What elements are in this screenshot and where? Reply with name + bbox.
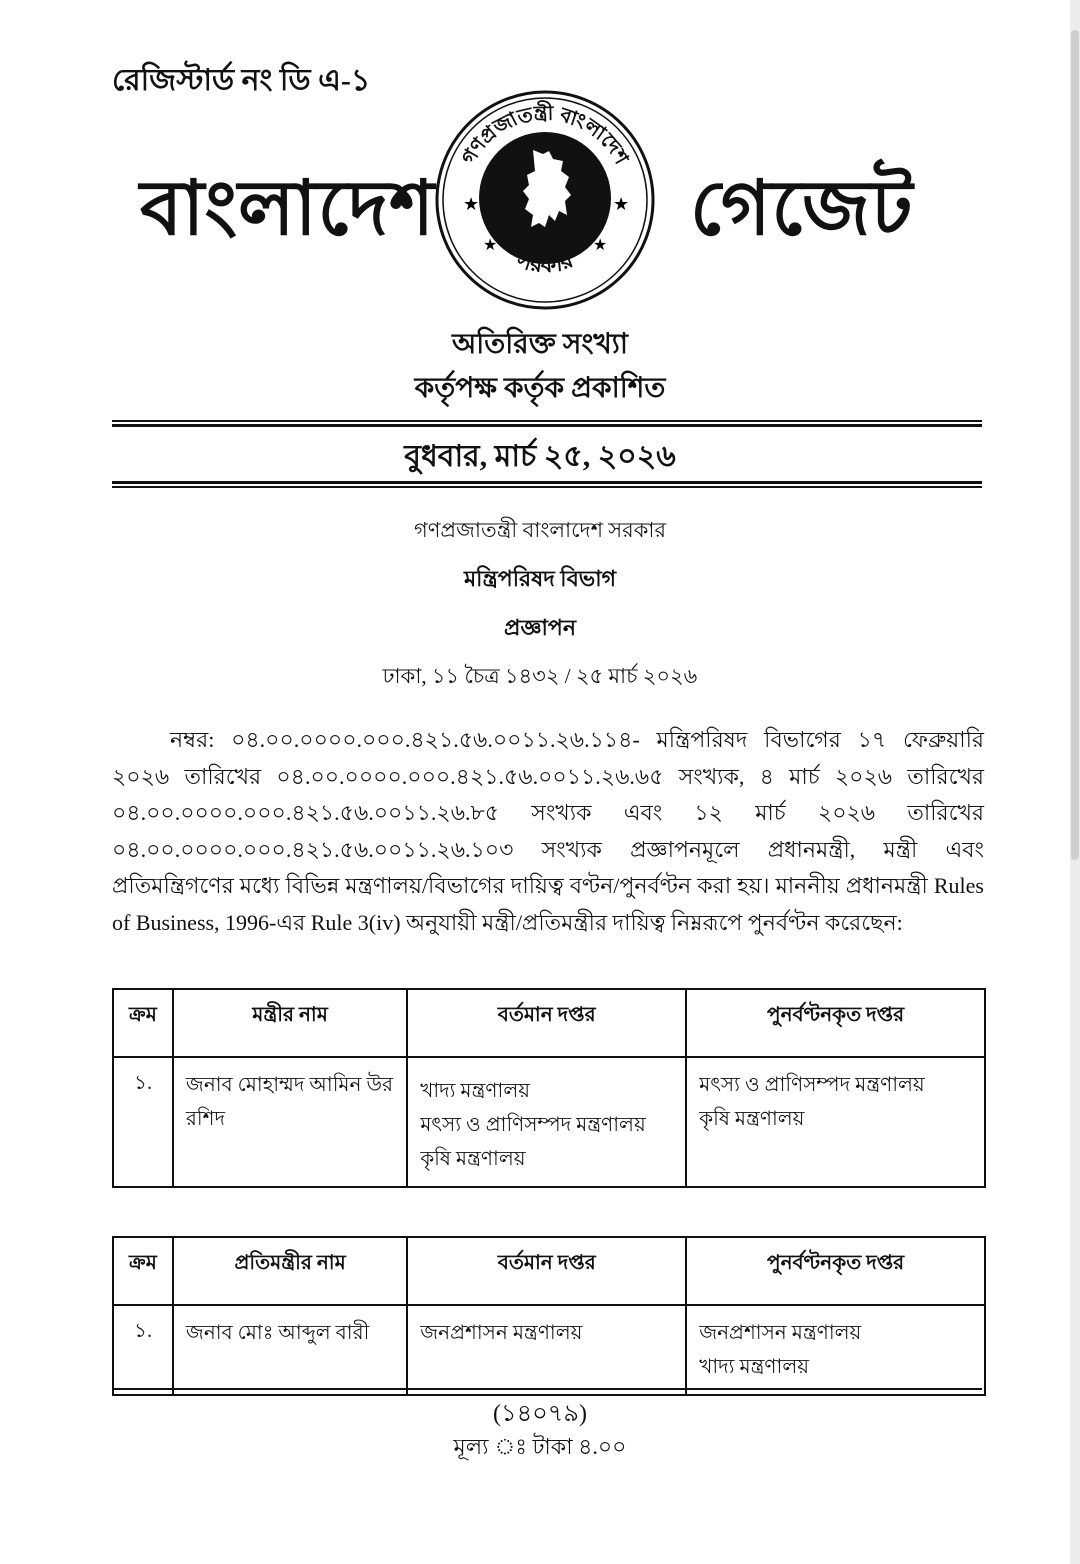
place-date: ঢাকা, ১১ চৈত্র ১৪৩২ / ২৫ মার্চ ২০২৬ bbox=[382, 664, 698, 688]
current-office: খাদ্য মন্ত্রণালয় bbox=[420, 1080, 530, 1102]
header-serial: ক্রম bbox=[113, 989, 173, 1057]
extraordinary-issue: অতিরিক্ত সংখ্যা bbox=[451, 329, 629, 360]
header-current: বর্তমান দপ্তর bbox=[407, 989, 686, 1057]
issue-date: বুধবার, মার্চ ২৫, ২০২৬ bbox=[404, 440, 676, 473]
footer-divider bbox=[112, 1388, 982, 1390]
header-name: মন্ত্রীর নাম bbox=[173, 989, 407, 1057]
reassigned-office: কৃষি মন্ত্রণালয় bbox=[699, 1108, 805, 1130]
table-header-row bbox=[113, 1237, 985, 1305]
header-reassigned: পুনর্বণ্টনকৃত দপ্তর bbox=[686, 1237, 985, 1305]
notification-paragraph: নম্বর: ০৪.০০.০০০০.০০০.৪২১.৫৬.০০১১.২৬.১১৪- মন্ত্রিপরিষদ বিভাগের ১৭ ফেব্রুয়ারি ২০২৬ তারিখের ০৪.০০.০০০০.০০০.৪২১.৫৬.০০১১.২৬.৬৫ সংখ্যক, ৪ মার্চ ২০২৬ তারিখের ০৪.০০.০০০০.০০০.৪২১.৫৬.০০১১.২৬.৮৫ সংখ্যক এবং ১২ মার্চ ২০২৬ তারিখের ০৪.০০.০০০০.০০০.৪২১.৫৬.০০১১.২৬.১০৩ সংখ্যক প্রজ্ঞাপনমূলে প্রধানমন্ত্রী, মন্ত্রী এবং প্রতিমন্ত্রিগণের মধ্যে বিভিন্ন মন্ত্রণালয়/বিভাগের দায়িত্ব বণ্টন/পুনর্বণ্টন করা হয়। মাননীয় প্রধানমন্ত্রী Rules of Business, 1996-এর Rule 3(iv) অনুযায়ী মন্ত্রী/প্রতিমন্ত্রীর দায়িত্ব নিম্নরূপে পুনর্বণ্টন করেছেন: bbox=[112, 727, 984, 935]
gazette-title-right: গেজেট bbox=[690, 167, 914, 251]
reassigned-office: জনপ্রশাসন মন্ত্রণালয় bbox=[699, 1322, 862, 1344]
government-seal bbox=[433, 88, 657, 312]
divider bbox=[112, 420, 982, 422]
minister-table bbox=[112, 988, 986, 1188]
divider bbox=[112, 424, 982, 427]
header-serial: ক্রম bbox=[113, 1237, 173, 1305]
reassigned-office: খাদ্য মন্ত্রণালয় bbox=[699, 1356, 810, 1378]
government-name: গণপ্রজাতন্ত্রী বাংলাদেশ সরকার bbox=[413, 518, 667, 542]
division-name: মন্ত্রিপরিষদ বিভাগ bbox=[463, 566, 617, 591]
serial: ১. bbox=[113, 1057, 173, 1187]
header-name: প্রতিমন্ত্রীর নাম bbox=[173, 1237, 407, 1305]
gazette-title-left: বাংলাদেশ bbox=[140, 167, 436, 251]
current-office: মৎস্য ও প্রাণিসম্পদ মন্ত্রণালয় bbox=[420, 1114, 646, 1136]
current-office: জনপ্রশাসন মন্ত্রণালয় bbox=[420, 1322, 583, 1344]
price: মূল্য ঃ টাকা ৪.০০ bbox=[453, 1434, 627, 1459]
star-icon: ★ bbox=[613, 194, 630, 214]
table-header-row bbox=[113, 989, 985, 1057]
divider bbox=[112, 486, 982, 488]
header-reassigned: পুনর্বণ্টনকৃত দপ্তর bbox=[686, 989, 985, 1057]
notification-heading: প্রজ্ঞাপন bbox=[504, 615, 576, 640]
state-minister-name: জনাব মোঃ আব্দুল বারী bbox=[185, 1322, 370, 1344]
scrollbar-thumb[interactable] bbox=[1071, 30, 1079, 860]
table-row bbox=[113, 1057, 985, 1187]
current-office: কৃষি মন্ত্রণালয় bbox=[420, 1148, 526, 1170]
star-icon: ★ bbox=[483, 237, 498, 254]
minister-name: জনাব মোহাম্মদ আমিন উর রশিদ bbox=[185, 1074, 394, 1130]
header-current: বর্তমান দপ্তর bbox=[407, 1237, 686, 1305]
published-by-authority: কর্তৃপক্ষ কর্তৃক প্রকাশিত bbox=[414, 373, 666, 404]
star-icon: ★ bbox=[593, 237, 608, 254]
state-minister-table bbox=[112, 1236, 986, 1396]
reassigned-office: মৎস্য ও প্রাণিসম্পদ মন্ত্রণালয় bbox=[699, 1074, 925, 1096]
table-row bbox=[113, 1305, 985, 1395]
star-icon: ★ bbox=[463, 194, 480, 214]
seal-top-text: গণপ্রজাতন্ত্রী বাংলাদেশ bbox=[457, 102, 633, 169]
divider bbox=[112, 481, 982, 484]
seal-bottom-text: সরকার bbox=[513, 246, 577, 278]
page-number: (১৪০৭৯) bbox=[493, 1401, 587, 1427]
serial: ১. bbox=[113, 1305, 173, 1395]
registration-number: রেজিস্টার্ড নং ডি এ-১ bbox=[112, 64, 371, 97]
